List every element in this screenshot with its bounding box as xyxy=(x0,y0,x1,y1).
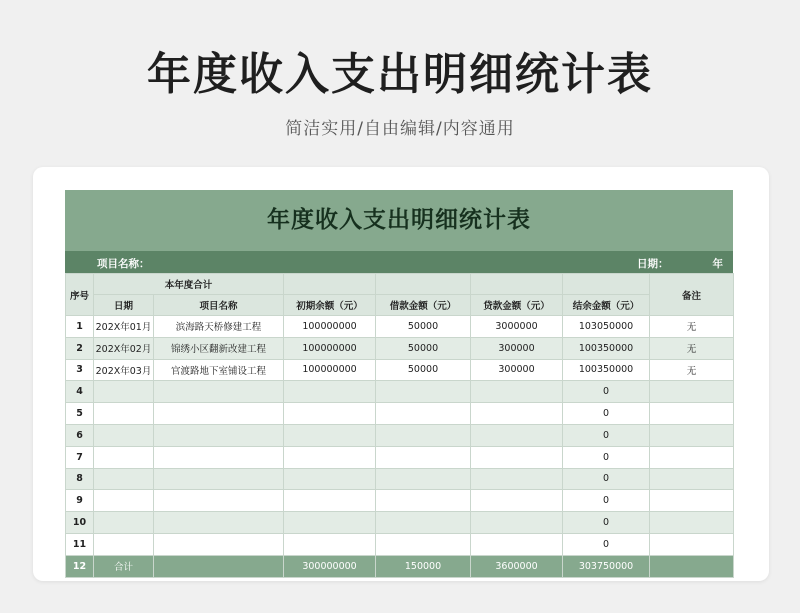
page-title: 年度收入支出明细统计表 xyxy=(147,49,653,100)
total-label[interactable]: 合计 xyxy=(94,555,154,577)
cell-debit[interactable] xyxy=(376,512,471,534)
cell-project[interactable] xyxy=(154,424,284,446)
cell-debit[interactable] xyxy=(376,468,471,490)
cell-credit[interactable]: 300000 xyxy=(471,359,563,381)
total-project[interactable] xyxy=(154,555,284,577)
cell-date[interactable] xyxy=(94,403,154,425)
cell-debit[interactable]: 50000 xyxy=(376,316,471,338)
cell-closing[interactable]: 0 xyxy=(563,512,650,534)
table-row xyxy=(66,468,734,490)
cell-closing[interactable]: 100350000 xyxy=(563,359,650,381)
cell-seq[interactable]: 1 xyxy=(66,316,94,338)
cell-date[interactable] xyxy=(94,490,154,512)
cell-closing[interactable]: 0 xyxy=(563,446,650,468)
col-header-project: 项目名称 xyxy=(154,295,284,316)
cell-project[interactable] xyxy=(154,490,284,512)
cell-seq[interactable]: 8 xyxy=(66,468,94,490)
col-header-seq: 序号 xyxy=(66,274,94,316)
col-header-blank xyxy=(376,274,471,295)
cell-closing[interactable]: 103050000 xyxy=(563,316,650,338)
cell-credit[interactable] xyxy=(471,468,563,490)
col-header-blank xyxy=(471,274,563,295)
cell-closing[interactable]: 100350000 xyxy=(563,337,650,359)
table-row xyxy=(66,337,734,359)
table-row xyxy=(66,403,734,425)
cell-closing[interactable]: 0 xyxy=(563,403,650,425)
cell-date[interactable]: 202X年02月 xyxy=(94,337,154,359)
col-header-remark: 备注 xyxy=(650,274,734,316)
total-opening[interactable]: 300000000 xyxy=(284,555,376,577)
cell-remark[interactable] xyxy=(650,424,734,446)
cell-project[interactable] xyxy=(154,403,284,425)
info-bar xyxy=(65,251,733,273)
cell-opening[interactable]: 100000000 xyxy=(284,337,376,359)
cell-closing[interactable]: 0 xyxy=(563,468,650,490)
cell-date[interactable] xyxy=(94,446,154,468)
spreadsheet xyxy=(65,190,733,578)
cell-remark[interactable]: 无 xyxy=(650,337,734,359)
total-seq[interactable]: 12 xyxy=(66,555,94,577)
cell-project[interactable] xyxy=(154,533,284,555)
cell-project[interactable] xyxy=(154,512,284,534)
sheet-title: 年度收入支出明细统计表 xyxy=(65,190,733,251)
cell-remark[interactable] xyxy=(650,381,734,403)
cell-date[interactable] xyxy=(94,424,154,446)
cell-credit[interactable] xyxy=(471,490,563,512)
page-subtitle: 简洁实用/自由编辑/内容通用 xyxy=(285,119,515,139)
table-row xyxy=(66,381,734,403)
cell-seq[interactable]: 4 xyxy=(66,381,94,403)
cell-remark[interactable] xyxy=(650,533,734,555)
table-row xyxy=(66,533,734,555)
cell-project[interactable] xyxy=(154,468,284,490)
total-debit[interactable]: 150000 xyxy=(376,555,471,577)
cell-opening[interactable]: 100000000 xyxy=(284,316,376,338)
cell-remark[interactable]: 无 xyxy=(650,316,734,338)
cell-seq[interactable]: 7 xyxy=(66,446,94,468)
cell-remark[interactable] xyxy=(650,403,734,425)
cell-project[interactable]: 锦绣小区翻新改建工程 xyxy=(154,337,284,359)
table-row xyxy=(66,424,734,446)
col-header-date: 日期 xyxy=(94,295,154,316)
cell-opening[interactable] xyxy=(284,446,376,468)
cell-date[interactable] xyxy=(94,468,154,490)
cell-project[interactable] xyxy=(154,381,284,403)
cell-credit[interactable] xyxy=(471,381,563,403)
cell-closing[interactable]: 0 xyxy=(563,424,650,446)
cell-closing[interactable]: 0 xyxy=(563,533,650,555)
table-row xyxy=(66,316,734,338)
cell-credit[interactable] xyxy=(471,446,563,468)
cell-date[interactable] xyxy=(94,381,154,403)
col-header-blank xyxy=(563,274,650,295)
cell-remark[interactable] xyxy=(650,468,734,490)
cell-credit[interactable] xyxy=(471,533,563,555)
table-row xyxy=(66,512,734,534)
table-row xyxy=(66,446,734,468)
cell-opening[interactable] xyxy=(284,490,376,512)
cell-debit[interactable]: 50000 xyxy=(376,337,471,359)
cell-seq[interactable]: 5 xyxy=(66,403,94,425)
cell-date[interactable] xyxy=(94,533,154,555)
cell-remark[interactable]: 无 xyxy=(650,359,734,381)
col-header-group: 本年度合计 xyxy=(94,274,284,295)
col-header-blank xyxy=(284,274,376,295)
cell-debit[interactable] xyxy=(376,533,471,555)
cell-opening[interactable] xyxy=(284,424,376,446)
cell-credit[interactable]: 300000 xyxy=(471,337,563,359)
cell-date[interactable]: 202X年01月 xyxy=(94,316,154,338)
total-row xyxy=(66,555,734,577)
cell-credit[interactable] xyxy=(471,424,563,446)
cell-remark[interactable] xyxy=(650,446,734,468)
total-closing[interactable]: 303750000 xyxy=(563,555,650,577)
cell-debit[interactable]: 50000 xyxy=(376,359,471,381)
total-credit[interactable]: 3600000 xyxy=(471,555,563,577)
cell-credit[interactable] xyxy=(471,403,563,425)
cell-debit[interactable] xyxy=(376,381,471,403)
cell-debit[interactable] xyxy=(376,490,471,512)
cell-debit[interactable] xyxy=(376,403,471,425)
cell-project[interactable]: 官渡路地下室铺设工程 xyxy=(154,359,284,381)
cell-remark[interactable] xyxy=(650,512,734,534)
col-header-credit: 贷款金额（元） xyxy=(471,295,563,316)
cell-seq[interactable]: 2 xyxy=(66,337,94,359)
cell-seq[interactable]: 11 xyxy=(66,533,94,555)
cell-opening[interactable] xyxy=(284,468,376,490)
cell-seq[interactable]: 3 xyxy=(66,359,94,381)
cell-opening[interactable] xyxy=(284,533,376,555)
cell-credit[interactable] xyxy=(471,512,563,534)
date-label[interactable]: 日期： xyxy=(637,258,669,270)
col-header-debit: 借款金额（元） xyxy=(376,295,471,316)
cell-opening[interactable] xyxy=(284,512,376,534)
col-header-opening: 初期余额（元） xyxy=(284,295,376,316)
cell-project[interactable]: 滨海路天桥修建工程 xyxy=(154,316,284,338)
col-header-closing: 结余金额（元） xyxy=(563,295,650,316)
cell-opening[interactable]: 100000000 xyxy=(284,359,376,381)
project-name-label[interactable]: 项目名称： xyxy=(97,258,150,270)
cell-date[interactable] xyxy=(94,512,154,534)
table-row xyxy=(66,359,734,381)
cell-debit[interactable] xyxy=(376,424,471,446)
cell-debit[interactable] xyxy=(376,446,471,468)
table-row xyxy=(66,490,734,512)
detail-table xyxy=(65,273,734,578)
cell-seq[interactable]: 6 xyxy=(66,424,94,446)
cell-date[interactable]: 202X年03月 xyxy=(94,359,154,381)
cell-seq[interactable]: 10 xyxy=(66,512,94,534)
cell-project[interactable] xyxy=(154,446,284,468)
cell-seq[interactable]: 9 xyxy=(66,490,94,512)
total-remark[interactable] xyxy=(650,555,734,577)
cell-opening[interactable] xyxy=(284,403,376,425)
cell-closing[interactable]: 0 xyxy=(563,381,650,403)
year-label[interactable]: 年 xyxy=(712,258,723,270)
cell-credit[interactable]: 3000000 xyxy=(471,316,563,338)
cell-opening[interactable] xyxy=(284,381,376,403)
cell-remark[interactable] xyxy=(650,490,734,512)
cell-closing[interactable]: 0 xyxy=(563,490,650,512)
